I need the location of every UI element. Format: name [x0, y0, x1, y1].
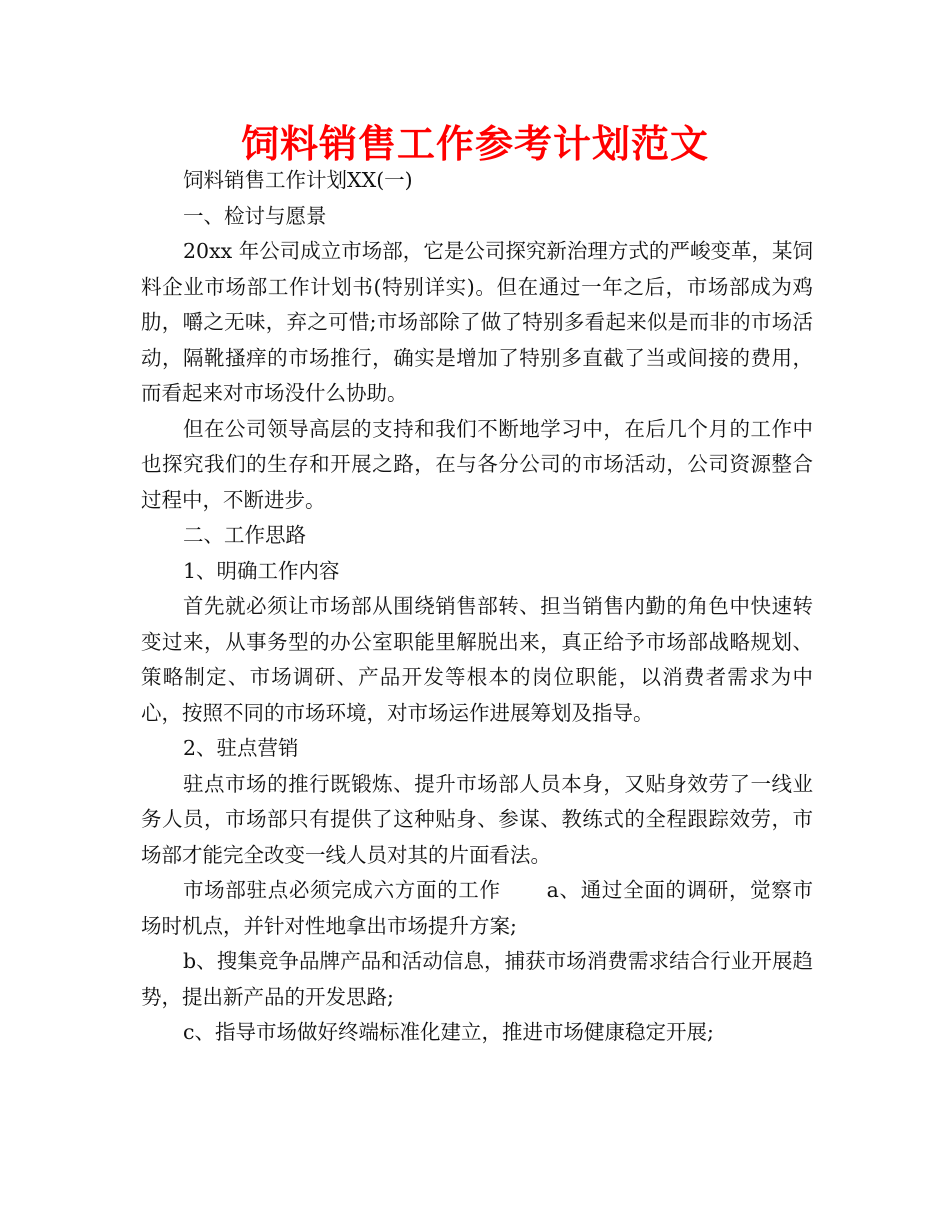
paragraph-market-dept-history: 20xx 年公司成立市场部，它是公司探究新治理方式的严峻变革，某饲料企业市场部工作计划书(特别详实)。但在通过一年之后，市场部成为鸡肋，嚼之无味，弃之可惜;市场部除了做了特别多看起来似是而非的市场活动，隔靴搔痒的市场推行，确实是增加了特别多直截了当或间接的费用，而看起来对市场没什么协助。 — [141, 239, 813, 405]
section-heading-review: 一、检讨与愿景 — [183, 203, 327, 228]
paragraph-field-marketing: 驻点市场的推行既锻炼、提升市场部人员本身，又贴身效劳了一线业务人员，市场部只有提供了这种贴身、参谋、教练式的全程跟踪效劳，市场部才能完全改变一线人员对其的片面看法。 — [141, 771, 813, 867]
plan-subtitle: 饲料销售工作计划XX(一) — [183, 168, 413, 192]
list-item-b: b、搜集竞争品牌产品和活动信息，捕获市场消费需求结合行业开展趋势，提出新产品的开发思路; — [141, 949, 813, 1009]
document-body — [141, 163, 813, 1051]
paragraph-leadership-support: 但在公司领导高层的支持和我们不断地学习中，在后几个月的工作中也探究我们的生存和开展之路，在与各分公司的市场活动，公司资源整合过程中，不断进步。 — [141, 416, 813, 512]
list-item-a: a、通过全面的调研，觉察市场时机点，并针对性地拿出市场提升方案; — [141, 878, 813, 938]
paragraph-work-content: 首先就必须让市场部从围绕销售部转、担当销售内勤的角色中快速转变过来，从事务型的办公室职能里解脱出来，真正给予市场部战略规划、策略制定、市场调研、产品开发等根本的岗位职能，以消费者需求为中心，按照不同的市场环境，对市场运作进展筹划及指导。 — [141, 594, 813, 725]
section-heading-work-ideas: 二、工作思路 — [183, 523, 306, 547]
list-item-c: c、指导市场做好终端标准化建立，推进市场健康稳定开展; — [183, 1020, 714, 1044]
subheading-clear-work-content: 1、明确工作内容 — [183, 558, 340, 583]
subheading-field-marketing: 2、驻点营销 — [183, 736, 299, 760]
document-title: 饲料销售工作参考计划范文 — [240, 122, 709, 166]
paragraph-six-aspects — [141, 873, 813, 944]
six-aspects-intro: 市场部驻点必须完成六方面的工作 — [183, 878, 501, 902]
